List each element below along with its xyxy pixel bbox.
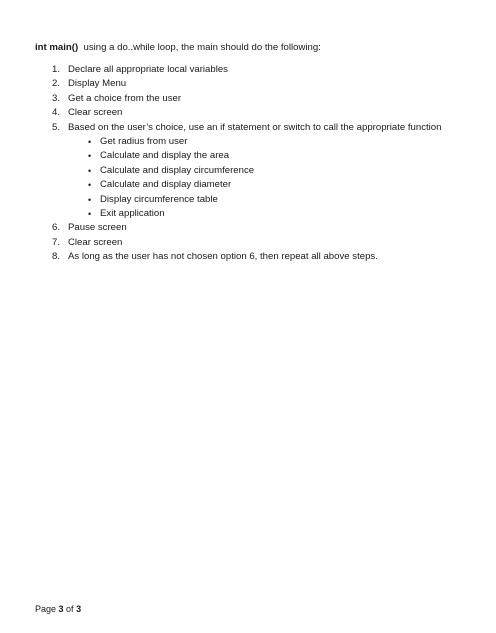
step-text: Pause screen: [68, 222, 127, 234]
step-number: 1.: [52, 64, 61, 75]
step-text: Clear screen: [68, 107, 123, 119]
bullet-icon: •: [88, 165, 92, 176]
sub-item-text: Exit application: [100, 207, 165, 219]
step-item-7: [52, 236, 441, 250]
sub-item-text: Get radius from user: [100, 135, 188, 147]
step-text: Display Menu: [68, 78, 127, 90]
bullet-icon: •: [88, 136, 92, 147]
bullet-icon: •: [88, 208, 92, 219]
step-number: 2.: [52, 78, 61, 90]
step-number: 7.: [52, 236, 61, 248]
step-number: 6.: [52, 222, 61, 234]
sub-item-text: Calculate and display the area: [100, 150, 230, 162]
steps-list: [52, 63, 441, 264]
step-number: 3.: [52, 92, 61, 104]
step-text: As long as the user has not chosen option 6, then repeat all above steps.: [68, 251, 378, 263]
step-text: Declare all appropriate local variables: [68, 64, 228, 75]
step-item-6: [52, 221, 441, 235]
intro-line: [35, 41, 321, 55]
sub-list-container: [52, 135, 441, 221]
footer-prefix: Page: [35, 604, 59, 614]
step-item-2: [52, 77, 441, 91]
step-text: Get a choice from the user: [68, 92, 182, 104]
sub-item-text: Calculate and display diameter: [100, 179, 232, 191]
sub-items-list: [52, 135, 441, 221]
step-number: 4.: [52, 107, 61, 119]
sub-item-text: Display circumference table: [100, 193, 218, 205]
step-item-1: [52, 63, 441, 77]
sub-item-diameter: [52, 178, 441, 192]
sub-item-circumference-table: [52, 193, 441, 207]
step-item-3: [52, 92, 441, 106]
step-item-8: [52, 250, 441, 264]
footer-middle: of: [63, 604, 77, 614]
bullet-icon: •: [88, 194, 92, 205]
footer-current-page: 3: [58, 604, 64, 614]
bullet-icon: •: [88, 180, 92, 191]
step-item-4: [52, 106, 441, 120]
step-text: Clear screen: [68, 236, 123, 248]
step-number: 8.: [52, 251, 61, 263]
step-item-5: [52, 121, 441, 135]
footer-total-pages: 3: [76, 604, 82, 614]
page-footer: [35, 602, 81, 616]
sub-item-text: Calculate and display circumference: [100, 164, 255, 176]
function-signature: int main(): [35, 42, 79, 53]
intro-text: using a do..while loop, the main should do the following:: [78, 42, 321, 53]
sub-item-circumference: [52, 164, 441, 178]
step-number: 5.: [52, 121, 61, 133]
sub-item-get-radius: [52, 135, 441, 149]
step-text: Based on the user’s choice, use an if statement or switch to call the appropriate function: [68, 121, 442, 133]
sub-item-exit: [52, 207, 441, 221]
sub-item-area: [52, 149, 441, 163]
bullet-icon: •: [88, 151, 92, 162]
